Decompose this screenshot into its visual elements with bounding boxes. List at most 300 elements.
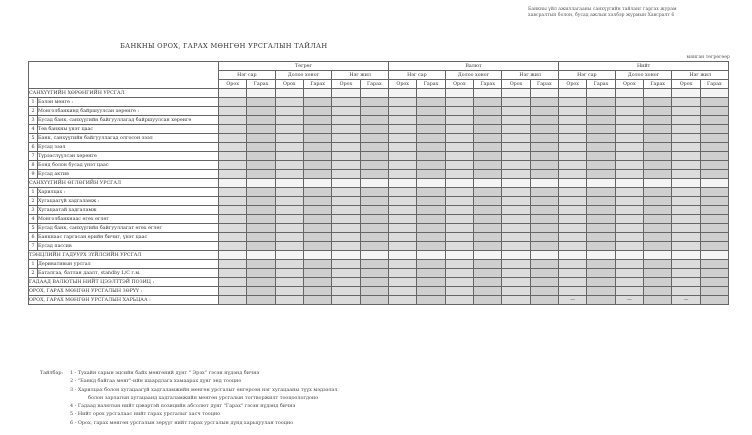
data-cell xyxy=(700,152,728,161)
row-number: 2 xyxy=(29,197,38,206)
header-flow: Орох xyxy=(332,80,360,89)
data-cell xyxy=(389,224,417,233)
data-cell xyxy=(445,125,473,134)
data-cell xyxy=(332,206,360,215)
data-cell xyxy=(559,161,587,170)
cashflow-report-table xyxy=(28,61,729,305)
data-cell xyxy=(247,215,275,224)
data-cell xyxy=(587,287,615,296)
data-cell xyxy=(530,116,558,125)
table-row xyxy=(29,98,729,107)
data-cell xyxy=(530,170,558,179)
data-cell xyxy=(530,287,558,296)
row-number: 7 xyxy=(29,152,38,161)
row-label: Баталгаа, батлан даалт, standby L/C г.м. xyxy=(38,269,219,278)
data-cell xyxy=(672,107,700,116)
data-cell xyxy=(219,125,247,134)
row-label: Хугацаатай хадгаламж xyxy=(38,206,219,215)
data-cell xyxy=(700,242,728,251)
footnotes xyxy=(40,369,337,427)
data-cell xyxy=(474,206,502,215)
data-cell xyxy=(275,242,303,251)
data-cell xyxy=(672,269,700,278)
data-cell xyxy=(615,170,643,179)
row-label: Банкнаас гаргасан өрийн бичиг, үнэт цаас xyxy=(38,233,219,242)
section-header-row xyxy=(29,89,729,98)
data-cell xyxy=(530,260,558,269)
data-cell xyxy=(559,170,587,179)
data-cell xyxy=(360,242,388,251)
table-row xyxy=(29,215,729,224)
data-cell xyxy=(247,242,275,251)
row-label: Бусад банк, санхүүгийн байгууллагад байршуулсан хөрөнгө xyxy=(38,116,219,125)
data-cell xyxy=(389,188,417,197)
footnote-1: 1 - Тухайн сарын эцсийн байх мөнгөний дүнг " Эрэх" гэсэн нүдэнд бичнэ xyxy=(70,370,260,376)
data-cell xyxy=(530,251,558,260)
data-cell xyxy=(332,269,360,278)
row-label: Бусад актив xyxy=(38,170,219,179)
data-cell xyxy=(417,188,445,197)
data-cell xyxy=(700,188,728,197)
data-cell xyxy=(303,251,331,260)
data-cell xyxy=(672,134,700,143)
data-cell xyxy=(672,161,700,170)
header-note xyxy=(528,7,728,19)
row-number: 1 xyxy=(29,260,38,269)
header-flow: Орох xyxy=(389,80,417,89)
data-cell xyxy=(275,287,303,296)
data-cell xyxy=(445,206,473,215)
data-cell xyxy=(247,206,275,215)
data-cell xyxy=(559,134,587,143)
data-cell xyxy=(275,125,303,134)
data-cell xyxy=(615,98,643,107)
data-cell xyxy=(502,98,530,107)
header-flow: Гарах xyxy=(530,80,558,89)
row-label: Монголбанкинд байршуулсан хөрөнгө : xyxy=(38,107,219,116)
data-cell xyxy=(615,206,643,215)
data-cell xyxy=(247,170,275,179)
table-row xyxy=(29,206,729,215)
data-cell xyxy=(219,278,247,287)
header-flow: Гарах xyxy=(247,80,275,89)
table-row xyxy=(29,233,729,242)
data-cell xyxy=(247,161,275,170)
data-cell xyxy=(332,260,360,269)
data-cell xyxy=(474,161,502,170)
data-cell xyxy=(587,143,615,152)
data-cell xyxy=(474,233,502,242)
data-cell xyxy=(474,287,502,296)
data-cell xyxy=(445,260,473,269)
data-cell xyxy=(303,143,331,152)
data-cell xyxy=(275,215,303,224)
header-currency: Нийт xyxy=(559,62,729,71)
data-cell xyxy=(303,170,331,179)
data-cell xyxy=(672,170,700,179)
data-cell xyxy=(615,224,643,233)
footnote-6: 6 - Орох, гарах мөнгөн урсгалын зөрүүг нийт гарах урсгалын дүнд харьцуулан тооцно xyxy=(70,419,294,426)
data-cell xyxy=(474,188,502,197)
data-cell xyxy=(275,269,303,278)
data-cell xyxy=(672,125,700,134)
data-cell xyxy=(389,107,417,116)
data-cell xyxy=(417,242,445,251)
data-cell xyxy=(332,152,360,161)
data-cell xyxy=(219,296,247,305)
data-cell xyxy=(644,107,672,116)
data-cell xyxy=(615,197,643,206)
data-cell xyxy=(644,296,672,305)
row-number: 6 xyxy=(29,233,38,242)
data-cell xyxy=(559,278,587,287)
data-cell xyxy=(644,161,672,170)
data-cell xyxy=(417,296,445,305)
header-flow: Орох xyxy=(615,80,643,89)
data-cell xyxy=(530,179,558,188)
data-cell xyxy=(219,134,247,143)
data-cell xyxy=(502,188,530,197)
data-cell xyxy=(219,233,247,242)
data-cell xyxy=(615,152,643,161)
data-cell xyxy=(389,98,417,107)
data-cell xyxy=(360,233,388,242)
data-cell xyxy=(303,287,331,296)
data-cell xyxy=(275,152,303,161)
data-cell xyxy=(474,269,502,278)
data-cell xyxy=(559,215,587,224)
data-cell xyxy=(389,215,417,224)
data-cell xyxy=(644,287,672,296)
data-cell xyxy=(389,278,417,287)
data-cell xyxy=(700,233,728,242)
data-cell xyxy=(615,134,643,143)
header-flow: Гарах xyxy=(303,80,331,89)
data-cell xyxy=(502,278,530,287)
data-cell xyxy=(474,125,502,134)
header-period: Нэг жил xyxy=(672,71,729,80)
data-cell xyxy=(700,269,728,278)
data-cell xyxy=(417,206,445,215)
data-cell xyxy=(417,125,445,134)
total-row xyxy=(29,278,729,287)
unit-label: мянган төгрөгөөр xyxy=(686,55,730,60)
data-cell xyxy=(530,143,558,152)
row-label: Бусад пассив xyxy=(38,242,219,251)
data-cell xyxy=(700,143,728,152)
table-row xyxy=(29,161,729,170)
row-label: Хугацаагүй хадгаламж : xyxy=(38,197,219,206)
data-cell xyxy=(672,206,700,215)
data-cell xyxy=(275,278,303,287)
data-cell xyxy=(672,143,700,152)
row-label: Бусад банк, санхүүгийн байгууллагат өгөх өглөг xyxy=(38,224,219,233)
data-cell xyxy=(474,89,502,98)
data-cell xyxy=(587,188,615,197)
data-cell xyxy=(445,224,473,233)
data-cell xyxy=(559,125,587,134)
table-row xyxy=(29,242,729,251)
data-cell xyxy=(672,260,700,269)
data-cell xyxy=(474,143,502,152)
data-cell xyxy=(417,233,445,242)
row-number: 3 xyxy=(29,206,38,215)
data-cell xyxy=(474,152,502,161)
data-cell xyxy=(445,188,473,197)
row-number: 4 xyxy=(29,125,38,134)
data-cell xyxy=(303,233,331,242)
data-cell xyxy=(275,188,303,197)
data-cell xyxy=(587,197,615,206)
data-cell xyxy=(332,296,360,305)
data-cell xyxy=(360,215,388,224)
data-cell xyxy=(219,152,247,161)
data-cell xyxy=(445,107,473,116)
data-cell xyxy=(360,125,388,134)
data-cell xyxy=(615,107,643,116)
data-cell xyxy=(700,170,728,179)
data-cell xyxy=(247,125,275,134)
total-label: ОРОХ, ГАРАХ МӨНГӨН УРСГАЛЫН ЗӨРҮҮ : xyxy=(29,287,219,296)
data-cell xyxy=(502,233,530,242)
data-cell xyxy=(219,269,247,278)
table-row xyxy=(29,269,729,278)
data-cell xyxy=(587,98,615,107)
data-cell xyxy=(417,260,445,269)
data-cell xyxy=(247,116,275,125)
data-cell xyxy=(275,233,303,242)
data-cell xyxy=(360,170,388,179)
data-cell xyxy=(587,125,615,134)
row-number: 5 xyxy=(29,224,38,233)
data-cell xyxy=(389,269,417,278)
data-cell xyxy=(445,161,473,170)
data-cell xyxy=(275,134,303,143)
data-cell xyxy=(530,242,558,251)
data-cell xyxy=(219,98,247,107)
data-cell xyxy=(303,260,331,269)
data-cell xyxy=(445,233,473,242)
row-number: 8 xyxy=(29,161,38,170)
data-cell xyxy=(530,197,558,206)
data-cell xyxy=(502,143,530,152)
data-cell xyxy=(303,179,331,188)
data-cell xyxy=(672,278,700,287)
data-cell xyxy=(219,242,247,251)
data-cell xyxy=(360,161,388,170)
data-cell xyxy=(360,134,388,143)
data-cell xyxy=(332,116,360,125)
data-cell xyxy=(644,269,672,278)
data-cell xyxy=(360,188,388,197)
data-cell xyxy=(445,116,473,125)
data-cell xyxy=(502,161,530,170)
data-cell xyxy=(502,107,530,116)
data-cell xyxy=(615,287,643,296)
data-cell xyxy=(219,170,247,179)
data-cell xyxy=(417,134,445,143)
data-cell xyxy=(275,116,303,125)
data-cell xyxy=(530,125,558,134)
data-cell xyxy=(332,188,360,197)
data-cell xyxy=(445,143,473,152)
row-label: Бусад зээл xyxy=(38,143,219,152)
footnote-5: 5 - Нийт орох урсгалаас нийт гарах урсгалыг хасч тооцно xyxy=(70,411,221,418)
data-cell xyxy=(502,116,530,125)
table-row xyxy=(29,224,729,233)
data-cell xyxy=(389,89,417,98)
data-cell xyxy=(672,233,700,242)
data-cell xyxy=(219,107,247,116)
header-flow: Орох xyxy=(219,80,247,89)
table-row xyxy=(29,260,729,269)
data-cell xyxy=(247,98,275,107)
data-cell xyxy=(275,170,303,179)
data-cell xyxy=(275,206,303,215)
data-cell xyxy=(360,278,388,287)
data-cell xyxy=(389,161,417,170)
data-cell xyxy=(389,143,417,152)
data-cell xyxy=(644,278,672,287)
row-number: 3 xyxy=(29,116,38,125)
total-row xyxy=(29,296,729,305)
data-cell xyxy=(219,89,247,98)
row-number: 1 xyxy=(29,188,38,197)
data-cell xyxy=(360,269,388,278)
section-header-row xyxy=(29,251,729,260)
data-cell xyxy=(332,233,360,242)
data-cell xyxy=(360,116,388,125)
data-cell xyxy=(474,242,502,251)
data-cell xyxy=(389,287,417,296)
total-row xyxy=(29,287,729,296)
data-cell xyxy=(275,107,303,116)
data-cell xyxy=(587,179,615,188)
data-cell xyxy=(417,89,445,98)
data-cell xyxy=(303,116,331,125)
header-flow: Гарах xyxy=(474,80,502,89)
data-cell xyxy=(615,125,643,134)
data-cell xyxy=(247,143,275,152)
data-cell xyxy=(389,251,417,260)
row-number: 7 xyxy=(29,242,38,251)
data-cell xyxy=(530,188,558,197)
data-cell xyxy=(219,188,247,197)
table-row xyxy=(29,107,729,116)
data-cell xyxy=(445,98,473,107)
data-cell xyxy=(700,125,728,134)
data-cell xyxy=(332,161,360,170)
header-flow: Орох xyxy=(275,80,303,89)
data-cell xyxy=(474,215,502,224)
table-header xyxy=(29,62,729,89)
data-cell xyxy=(360,179,388,188)
data-cell xyxy=(275,260,303,269)
data-cell xyxy=(303,242,331,251)
data-cell xyxy=(332,278,360,287)
data-cell xyxy=(474,278,502,287)
data-cell xyxy=(644,260,672,269)
data-cell xyxy=(360,251,388,260)
data-cell xyxy=(445,242,473,251)
data-cell xyxy=(417,161,445,170)
header-note-line1: Банкны үйл ажиллагааны санхүүгийн тайланг гаргах журам xyxy=(528,7,677,12)
data-cell xyxy=(303,188,331,197)
data-cell: — xyxy=(559,296,587,305)
data-cell xyxy=(559,98,587,107)
data-cell xyxy=(700,251,728,260)
footnote-2: 2 - "Банкд байгаа мөнг"-ийн шаардлага хамаарах дүнг энд тооцно xyxy=(70,378,242,385)
header-period: Нэг сар xyxy=(559,71,616,80)
data-cell xyxy=(389,233,417,242)
data-cell xyxy=(700,224,728,233)
data-cell xyxy=(474,107,502,116)
data-cell xyxy=(530,107,558,116)
data-cell xyxy=(445,287,473,296)
header-flow: Гарах xyxy=(587,80,615,89)
data-cell xyxy=(502,215,530,224)
footnotes-label: Тайлбар: xyxy=(40,370,64,376)
data-cell xyxy=(530,134,558,143)
data-cell xyxy=(303,296,331,305)
data-cell xyxy=(219,206,247,215)
data-cell xyxy=(417,251,445,260)
row-number: 2 xyxy=(29,269,38,278)
data-cell xyxy=(332,107,360,116)
data-cell xyxy=(247,296,275,305)
data-cell xyxy=(247,197,275,206)
header-period: Нэг сар xyxy=(389,71,446,80)
header-flow: Гарах xyxy=(700,80,728,89)
data-cell xyxy=(219,260,247,269)
header-flow: Орох xyxy=(672,80,700,89)
data-cell xyxy=(644,89,672,98)
data-cell xyxy=(502,260,530,269)
data-cell xyxy=(275,251,303,260)
data-cell xyxy=(672,287,700,296)
data-cell xyxy=(389,296,417,305)
data-cell xyxy=(389,125,417,134)
data-cell xyxy=(275,143,303,152)
section-title: САНХҮҮГИЙН ХӨРӨНГИЙН УРСГАЛ xyxy=(29,89,219,98)
data-cell xyxy=(360,197,388,206)
report-title: БАНКНЫ ОРОХ, ГАРАХ МӨНГӨН УРСГАЛЫН ТАЙЛАН xyxy=(120,42,328,50)
row-number: 1 xyxy=(29,98,38,107)
data-cell xyxy=(530,89,558,98)
data-cell: — xyxy=(615,296,643,305)
data-cell xyxy=(502,179,530,188)
data-cell xyxy=(275,89,303,98)
data-cell xyxy=(530,98,558,107)
data-cell xyxy=(474,224,502,233)
header-period: Нэг сар xyxy=(219,71,276,80)
data-cell xyxy=(303,125,331,134)
data-cell xyxy=(615,215,643,224)
data-cell xyxy=(219,251,247,260)
data-cell xyxy=(700,197,728,206)
data-cell xyxy=(303,206,331,215)
data-cell xyxy=(247,287,275,296)
data-cell xyxy=(417,197,445,206)
data-cell xyxy=(303,134,331,143)
data-cell xyxy=(474,197,502,206)
data-cell xyxy=(559,251,587,260)
data-cell xyxy=(445,152,473,161)
table-row xyxy=(29,197,729,206)
data-cell xyxy=(502,125,530,134)
data-cell xyxy=(445,215,473,224)
data-cell xyxy=(247,251,275,260)
